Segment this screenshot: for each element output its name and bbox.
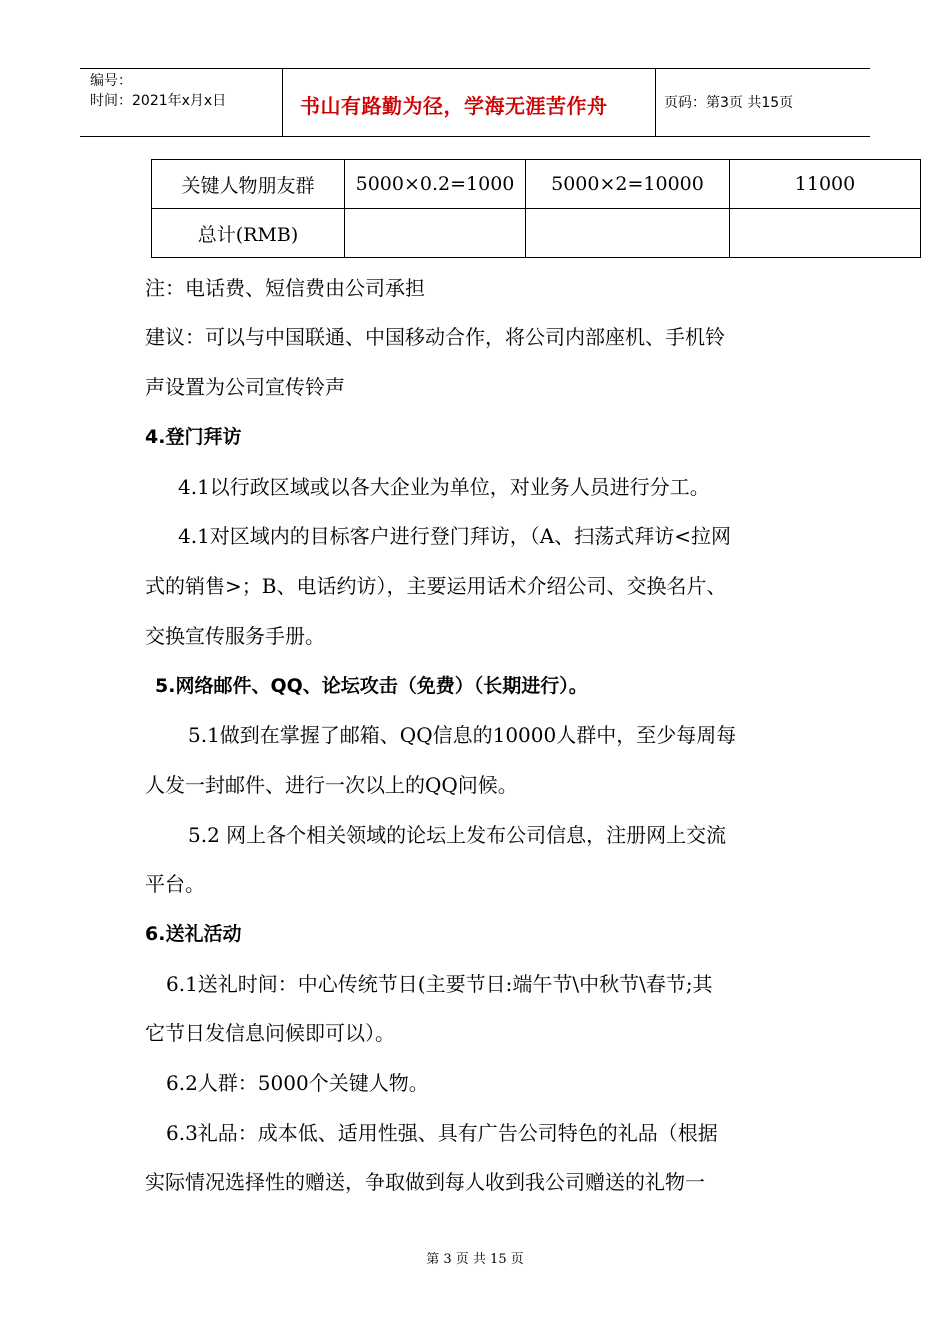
- table-cell: [345, 209, 526, 258]
- table-cell: 5000×2=10000: [526, 160, 730, 209]
- header-divider-left: [282, 68, 283, 136]
- paragraph-6-3-line-2: 实际情况选择性的赠送，争取做到每人收到我公司赠送的礼物一: [145, 1170, 705, 1194]
- table-cell: 11000: [730, 160, 921, 209]
- table-row: [152, 209, 921, 258]
- table-cell: [730, 209, 921, 258]
- document-date-label: 时间：2021年x月x日: [90, 93, 227, 109]
- section-heading-4: 4.登门拜访: [145, 426, 242, 448]
- header-page-label: 页码：第3页 共15页: [664, 95, 794, 111]
- paragraph-6-3-line-1: 6.3礼品：成本低、适用性强、具有广告公司特色的礼品（根据: [166, 1121, 718, 1145]
- note-text: 注：电话费、短信费由公司承担: [145, 276, 425, 300]
- paragraph-5-2-line-1: 5.2 网上各个相关领域的论坛上发布公司信息，注册网上交流: [188, 823, 727, 847]
- paragraph-5-1-line-2: 人发一封邮件、进行一次以上的QQ问候。: [145, 773, 518, 797]
- header-top-rule: [80, 68, 870, 69]
- paragraph-6-1-line-1: 6.1送礼时间：中心传统节日(主要节日:端午节\中秋节\春节;其: [166, 972, 713, 996]
- header-divider-right: [655, 68, 656, 136]
- paragraph-4-2-line-3: 交换宣传服务手册。: [145, 624, 325, 648]
- table-row: [152, 160, 921, 209]
- paragraph-5-2-line-2: 平台。: [145, 872, 205, 896]
- header-motto: 书山有路勤为径，学海无涯苦作舟: [300, 94, 608, 118]
- section-heading-6: 6.送礼活动: [145, 923, 242, 945]
- page-footer: 第 3 页 共 15 页: [426, 1252, 524, 1267]
- paragraph-4-1: 4.1以行政区域或以各大企业为单位，对业务人员进行分工。: [178, 475, 710, 499]
- suggestion-line-1: 建议：可以与中国联通、中国移动合作，将公司内部座机、手机铃: [145, 325, 725, 349]
- paragraph-5-1-line-1: 5.1做到在掌握了邮箱、QQ信息的10000人群中，至少每周每: [188, 723, 737, 747]
- section-heading-5: 5.网络邮件、QQ、论坛攻击（免费）（长期进行）。: [155, 675, 588, 697]
- table-cell: [526, 209, 730, 258]
- table-cell: 关键人物朋友群: [152, 160, 345, 209]
- header-bottom-rule: [80, 136, 870, 137]
- document-number-label: 编号：: [90, 73, 132, 89]
- paragraph-6-2: 6.2人群：5000个关键人物。: [166, 1071, 429, 1095]
- paragraph-4-2-line-1: 4.1对区域内的目标客户进行登门拜访，（A、扫荡式拜访<拉网: [178, 524, 732, 548]
- table-cell: 总计(RMB): [152, 209, 345, 258]
- paragraph-6-1-line-2: 它节日发信息问候即可以）。: [145, 1021, 395, 1045]
- suggestion-line-2: 声设置为公司宣传铃声: [145, 375, 345, 399]
- budget-table: [151, 159, 921, 258]
- table-cell: 5000×0.2=1000: [345, 160, 526, 209]
- paragraph-4-2-line-2: 式的销售>；B、电话约访），主要运用话术介绍公司、交换名片、: [145, 574, 727, 598]
